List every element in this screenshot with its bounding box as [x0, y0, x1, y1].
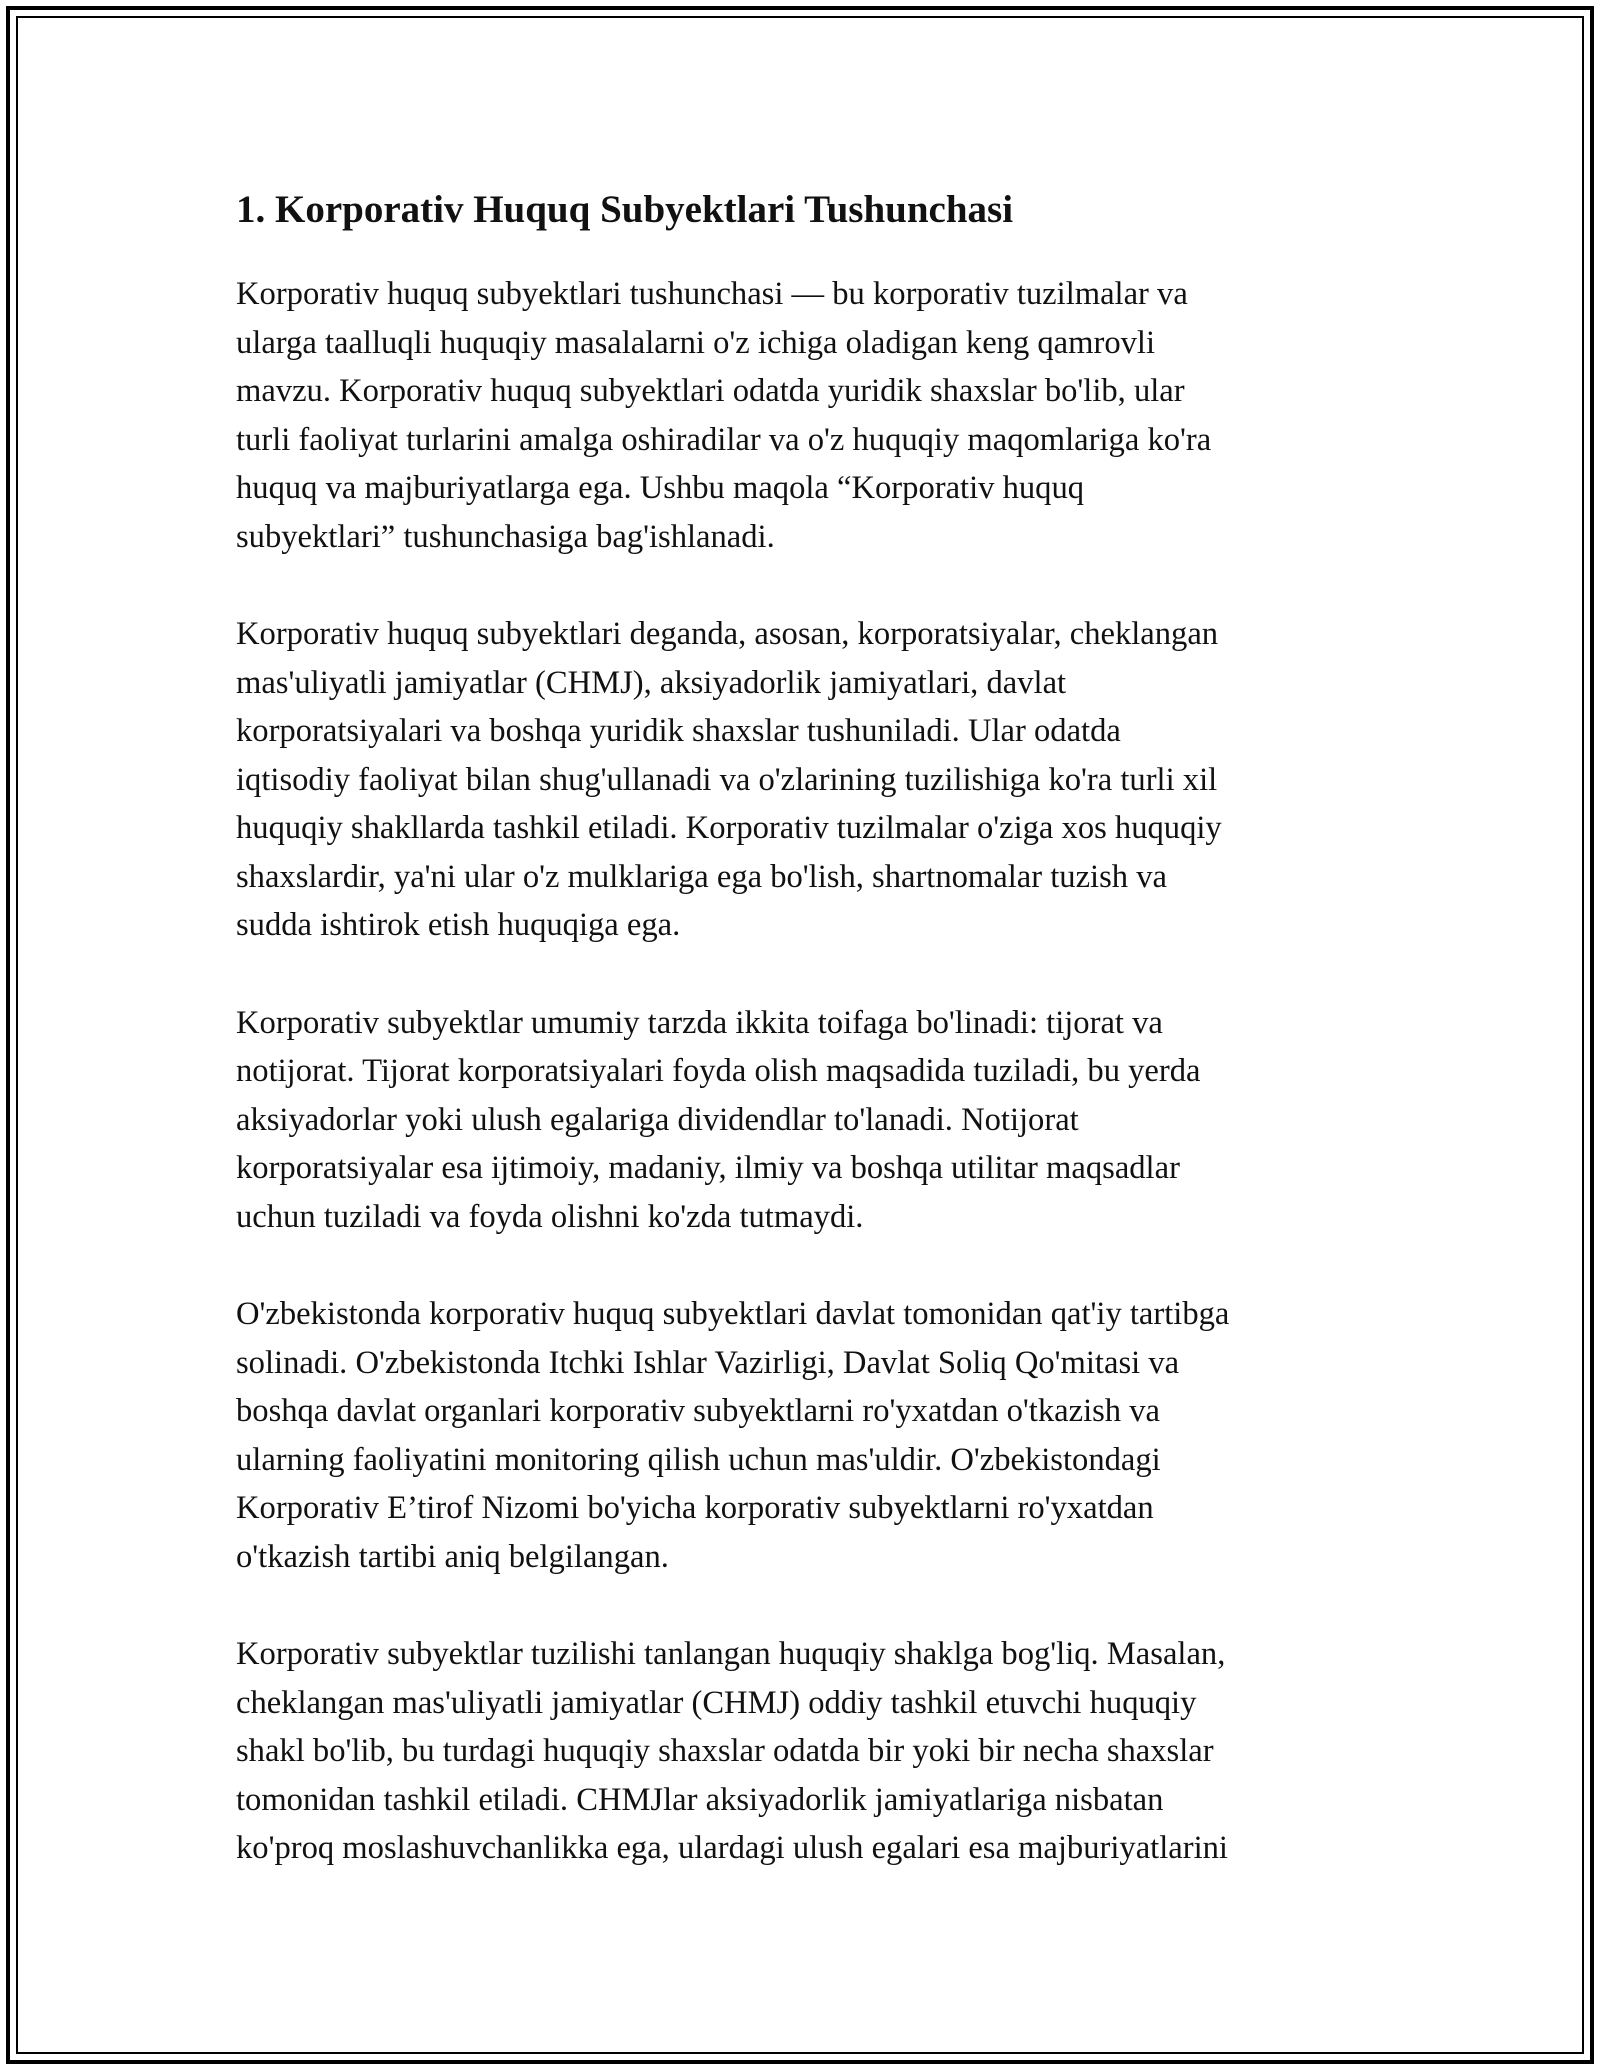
document-body	[236, 184, 1366, 1922]
paragraph-2: Korporativ huquq subyektlari deganda, asosan, korporatsiyalar, cheklangan mas'uliyatli jamiyatlar (CHMJ), aksiyadorlik jamiyatlari, davlat korporatsiyalari va boshqa yuridik shaxslar tushuniladi. Ular odatda iqtisodiy faoliyat bilan shug'ullanadi va o'zlarining tuzilishiga ko'ra turli xil huquqiy shakllarda tashkil etiladi. Korporativ tuzilmalar o'ziga xos huquqiy shaxslardir, ya'ni ular o'z mulklariga ega bo'lish, shartnomalar tuzish va sudda ishtirok etish huquqiga ega.	[236, 616, 1222, 943]
section-title: 1. Korporativ Huquq Subyektlari Tushunchasi	[236, 188, 1014, 231]
paragraph-3: Korporativ subyektlar umumiy tarzda ikkita toifaga bo'linadi: tijorat va notijorat. Tijorat korporatsiyalari foyda olish maqsadida tuziladi, bu yerda aksiyadorlar yoki ulush egalariga dividendlar to'lanadi. Notijorat korporatsiyalar esa ijtimoiy, madaniy, ilmiy va boshqa utilitar maqsadlar uchun tuziladi va foyda olishni ko'zda tutmaydi.	[236, 1004, 1201, 1235]
paragraph-5: Korporativ subyektlar tuzilishi tanlangan huquqiy shaklga bog'liq. Masalan, cheklangan mas'uliyatli jamiyatlar (CHMJ) oddiy tashkil etuvchi huquqiy shakl bo'lib, bu turdagi huquqiy shaxslar odatda bir yoki bir necha shaxslar tomonidan tashkil etiladi. CHMJlar aksiyadorlik jamiyatlariga nisbatan ko'proq moslashuvchanlikka ega, ulardagi ulush egalari esa majburiyatlarini	[236, 1636, 1228, 1866]
paragraph-4: O'zbekistonda korporativ huquq subyektlari davlat tomonidan qat'iy tartibga solinadi. O'zbekistonda Itchki Ishlar Vazirligi, Davlat Soliq Qo'mitasi va boshqa davlat organlari korporativ subyektlarni ro'yxatdan o'tkazish va ularning faoliyatini monitoring qilish uchun mas'uldir. O'zbekistondagi Korporativ E’tirof Nizomi bo'yicha korporativ subyektlarni ro'yxatdan o'tkazish tartibi aniq belgilangan.	[236, 1296, 1230, 1575]
paragraph-1: Korporativ huquq subyektlari tushunchasi — bu korporativ tuzilmalar va ularga taalluqli huquqiy masalalarni o'z ichiga oladigan keng qamrovli mavzu. Korporativ huquq subyektlari odatda yuridik shaxslar bo'lib, ular turli faoliyat turlarini amalga oshiradilar va o'z huquqiy maqomlariga ko'ra huquq va majburiyatlarga ega. Ushbu maqola “Korporativ huquq subyektlari” tushunchasiga bag'ishlanadi.	[236, 276, 1212, 555]
